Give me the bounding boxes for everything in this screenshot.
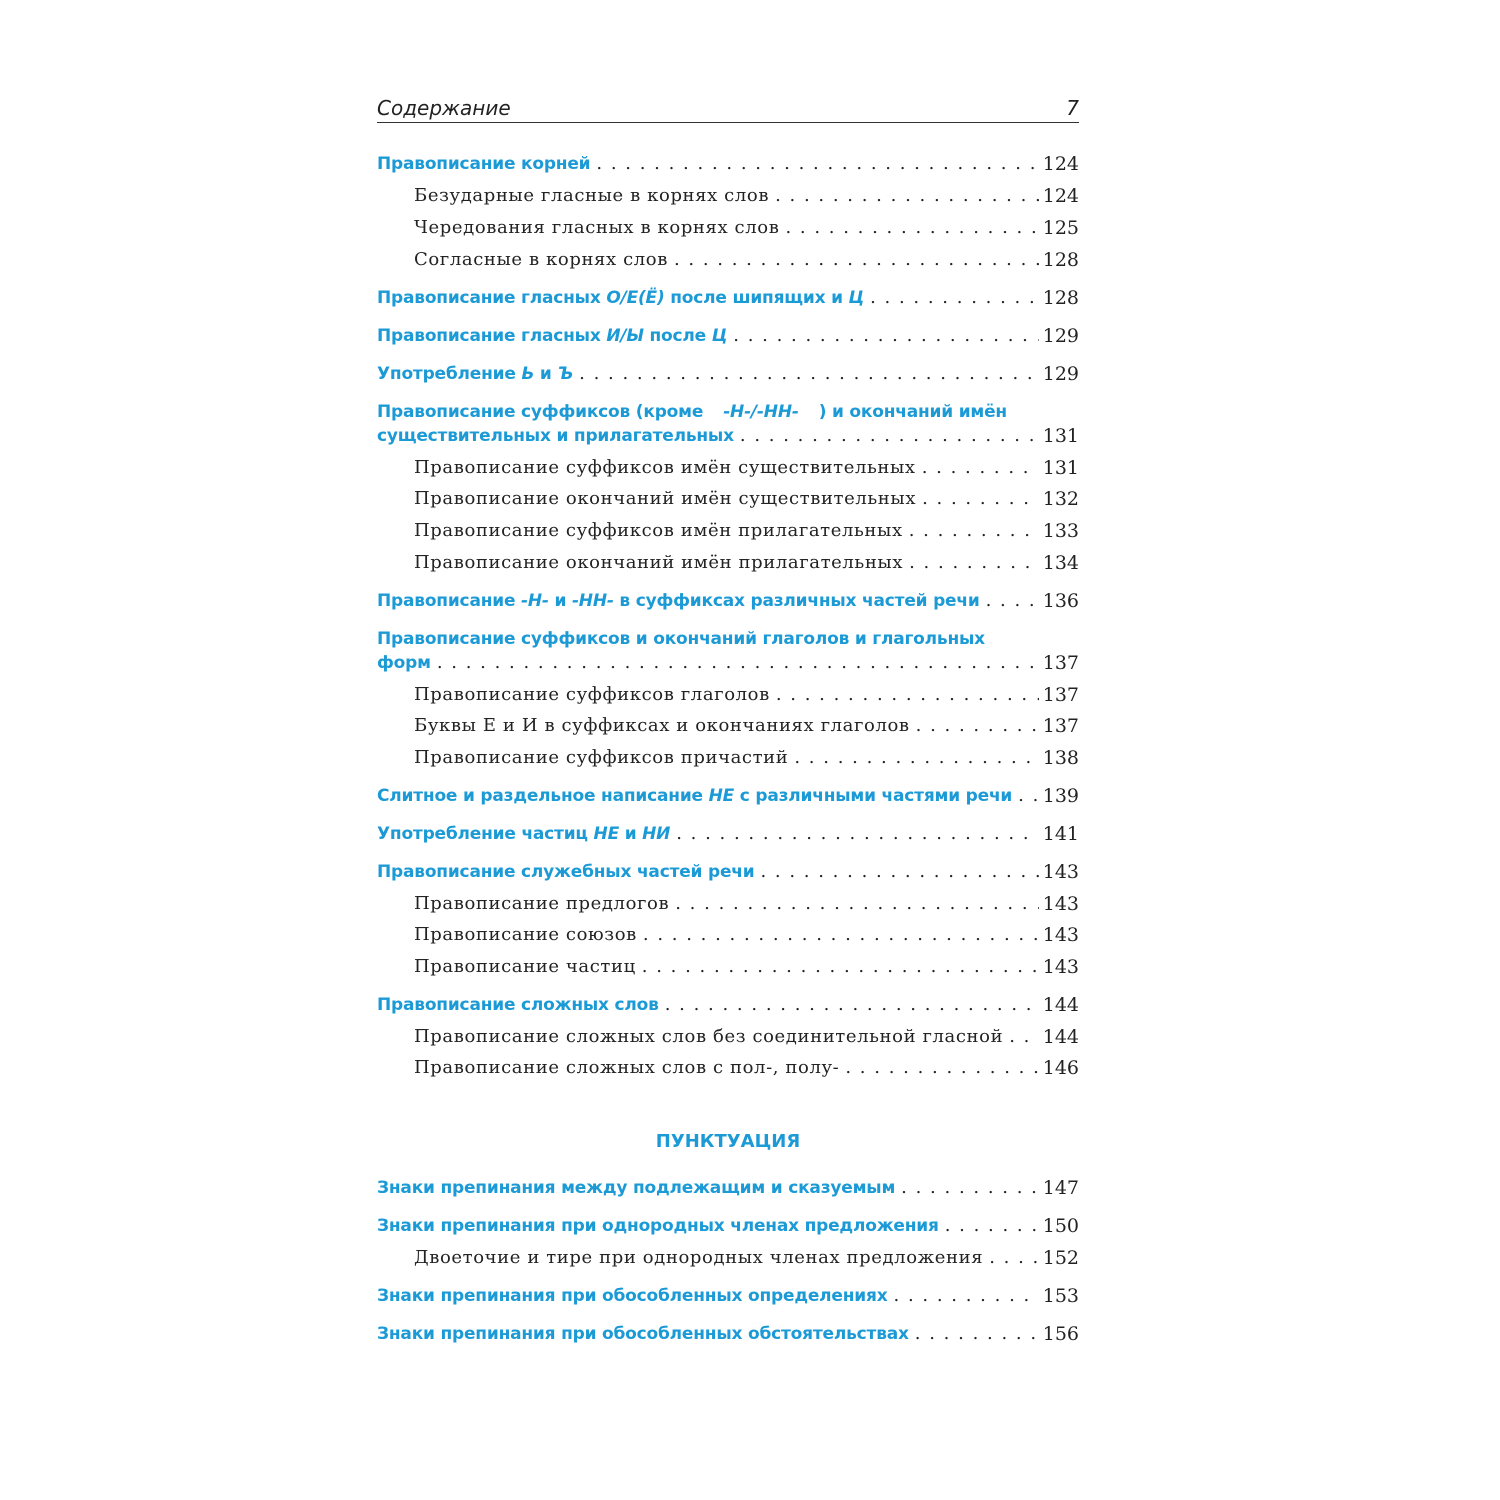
leader-dots <box>785 215 1038 241</box>
toc-entry-page: 129 <box>1042 325 1079 347</box>
toc-entry-page: 131 <box>1042 457 1079 479</box>
leader-dots <box>915 1321 1039 1347</box>
toc-entry-page: 137 <box>1042 684 1079 706</box>
toc-entry-page: 131 <box>1042 425 1079 447</box>
toc-entry-title-line2: существительных и прилагательных <box>377 426 734 446</box>
toc-entry-title: Употребление частиц НЕ и НИ <box>377 824 671 844</box>
toc-entry-title: Употребление Ь и Ъ <box>377 364 574 384</box>
toc-entry-page: 137 <box>1042 715 1079 737</box>
leader-dots <box>665 992 1039 1018</box>
toc-entry-page: 134 <box>1042 552 1079 574</box>
toc-entry-title: Правописание суффиксов глаголов <box>414 684 770 705</box>
section-heading: ПУНКТУАЦИЯ <box>655 1131 801 1152</box>
toc-entry-page: 124 <box>1042 153 1079 175</box>
leader-dots <box>922 486 1039 512</box>
toc-entry[interactable] <box>377 1283 1079 1309</box>
toc-entry-title: Правописание суффиксов причастий <box>414 747 789 768</box>
toc-entry-page: 152 <box>1042 1247 1079 1269</box>
leader-dots <box>909 550 1039 576</box>
toc-entry-page: 141 <box>1042 823 1079 845</box>
header-page-number: 7 <box>1066 96 1079 120</box>
toc-entry-title: Правописание окончаний имён прилагательных <box>414 552 904 573</box>
toc-entry-title-line2: форм <box>377 653 431 673</box>
toc-entry-title: Знаки препинания при обособленных определениях <box>377 1286 888 1306</box>
toc-entry-page: 150 <box>1042 1215 1079 1237</box>
toc-entry-line1[interactable] <box>377 399 1079 425</box>
toc-entry[interactable] <box>414 247 1079 273</box>
toc-entry[interactable] <box>377 1321 1079 1347</box>
leader-dots <box>596 151 1038 177</box>
toc-entry-title: Чередования гласных в корнях слов <box>414 217 780 238</box>
toc-entry[interactable] <box>377 151 1079 177</box>
leader-dots <box>740 423 1039 449</box>
toc-entry-page: 153 <box>1042 1285 1079 1307</box>
leader-dots <box>901 1175 1039 1201</box>
toc-entry-page: 146 <box>1042 1057 1079 1079</box>
toc-entry[interactable] <box>377 588 1079 614</box>
toc-entry-page: 125 <box>1042 217 1079 239</box>
leader-dots <box>909 518 1039 544</box>
toc-entry-title: Правописание -Н- и -НН- в суффиксах различных частей речи <box>377 591 980 611</box>
leader-dots <box>1018 783 1039 809</box>
toc-entry[interactable] <box>414 954 1079 980</box>
toc-page <box>377 92 1079 1345</box>
leader-dots <box>776 682 1039 708</box>
toc-entry[interactable] <box>414 922 1079 948</box>
toc-entry-page: 143 <box>1042 956 1079 978</box>
toc-entry[interactable] <box>377 323 1079 349</box>
leader-dots <box>760 859 1038 885</box>
leader-dots <box>794 745 1038 771</box>
toc-entry-page: 147 <box>1042 1177 1079 1199</box>
toc-entry[interactable] <box>414 713 1079 739</box>
toc-entry-title: Согласные в корнях слов <box>414 249 668 270</box>
toc-entry-title: Правописание предлогов <box>414 893 670 914</box>
toc-entry-title: Правописание союзов <box>414 924 637 945</box>
toc-entry[interactable] <box>414 1245 1079 1271</box>
toc-entry[interactable] <box>377 285 1079 311</box>
toc-entry-title-line1: Правописание суффиксов (кроме -Н-/-НН- ) и окончаний имён <box>377 402 1007 422</box>
leader-dots <box>945 1213 1039 1239</box>
toc-entry[interactable] <box>377 650 1079 676</box>
toc-entry[interactable] <box>414 183 1079 209</box>
toc-entry[interactable] <box>414 1024 1079 1050</box>
leader-dots <box>894 1283 1039 1309</box>
toc-entry[interactable] <box>414 1055 1079 1081</box>
toc-entry-title-line1: Правописание суффиксов и окончаний глаголов и глагольных <box>377 629 985 649</box>
leader-dots <box>989 1245 1039 1271</box>
leader-dots <box>845 1055 1038 1081</box>
toc-entry-title: Правописание корней <box>377 154 591 174</box>
toc-entry-title: Правописание сложных слов без соединительной гласной <box>414 1026 1004 1047</box>
leader-dots <box>916 713 1039 739</box>
toc-entry-page: 129 <box>1042 363 1079 385</box>
toc-entry[interactable] <box>414 215 1079 241</box>
toc-entry[interactable] <box>377 821 1079 847</box>
leader-dots <box>986 588 1039 614</box>
toc-entry-page: 128 <box>1042 287 1079 309</box>
leader-dots <box>676 821 1039 847</box>
toc-entry-title: Слитное и раздельное написание НЕ с различными частями речи <box>377 786 1013 806</box>
toc-entry-page: 139 <box>1042 785 1079 807</box>
toc-entry-title: Правописание гласных И/Ы после Ц <box>377 326 728 346</box>
toc-entry-title: Правописание сложных слов с пол-, полу- <box>414 1057 840 1078</box>
toc-entry-title: Знаки препинания между подлежащим и сказуемым <box>377 1178 896 1198</box>
toc-entry-title: Правописание сложных слов <box>377 995 659 1015</box>
toc-entry-title: Правописание частиц <box>414 956 636 977</box>
toc-entry-page: 128 <box>1042 249 1079 271</box>
toc-entry-line1[interactable] <box>377 626 1079 652</box>
toc-entry-page: 143 <box>1042 893 1079 915</box>
leader-dots <box>675 891 1039 917</box>
toc-entry-title: Правописание суффиксов имён существительных <box>414 457 916 478</box>
toc-entry[interactable] <box>414 891 1079 917</box>
running-header <box>377 92 1079 123</box>
toc-entry[interactable] <box>377 423 1079 449</box>
leader-dots <box>642 954 1039 980</box>
toc-entry[interactable] <box>414 682 1079 708</box>
toc-entry-title: Правописание служебных частей речи <box>377 862 755 882</box>
leader-dots <box>1009 1024 1039 1050</box>
toc-entry-page: 138 <box>1042 747 1079 769</box>
toc-entry-page: 144 <box>1042 1026 1079 1048</box>
toc-entry-title: Правописание окончаний имён существительных <box>414 488 917 509</box>
leader-dots <box>674 247 1039 273</box>
leader-dots <box>437 650 1039 676</box>
toc-entry-title: Двоеточие и тире при однородных членах предложения <box>414 1247 984 1268</box>
toc-entry-title: Знаки препинания при обособленных обстоятельствах <box>377 1324 909 1344</box>
toc-entry[interactable] <box>377 859 1079 885</box>
toc-entry[interactable] <box>414 550 1079 576</box>
header-title: Содержание <box>377 96 511 120</box>
toc-entry-page: 143 <box>1042 861 1079 883</box>
leader-dots <box>775 183 1039 209</box>
toc-entry[interactable] <box>377 361 1079 387</box>
toc-entry-title: Буквы Е и И в суффиксах и окончаниях глаголов <box>414 715 910 736</box>
toc-entry[interactable] <box>377 1213 1079 1239</box>
leader-dots <box>922 455 1039 481</box>
toc-entry-title: Правописание гласных О/Е(Ё) после шипящих и Ц <box>377 288 865 308</box>
leader-dots <box>643 922 1039 948</box>
toc-entry[interactable] <box>414 745 1079 771</box>
leader-dots <box>579 361 1039 387</box>
toc-entry[interactable] <box>414 455 1079 481</box>
leader-dots <box>733 323 1038 349</box>
leader-dots <box>870 285 1039 311</box>
toc-entry[interactable] <box>414 486 1079 512</box>
toc-entry-page: 136 <box>1042 590 1079 612</box>
toc-entry[interactable] <box>377 1175 1079 1201</box>
toc-entry-page: 143 <box>1042 924 1079 946</box>
toc-entry[interactable] <box>377 992 1079 1018</box>
toc-entry-title: Знаки препинания при однородных членах предложения <box>377 1216 939 1236</box>
toc-entry-page: 156 <box>1042 1323 1079 1345</box>
toc-entry[interactable] <box>377 783 1079 809</box>
toc-entry-page: 144 <box>1042 994 1079 1016</box>
toc-entry-page: 133 <box>1042 520 1079 542</box>
toc-entry-page: 124 <box>1042 185 1079 207</box>
toc-entry[interactable] <box>414 518 1079 544</box>
toc-entry-title: Правописание суффиксов имён прилагательных <box>414 520 903 541</box>
toc-entry-page: 132 <box>1042 488 1079 510</box>
toc-entry-title: Безударные гласные в корнях слов <box>414 185 770 206</box>
toc-entry-page: 137 <box>1042 652 1079 674</box>
